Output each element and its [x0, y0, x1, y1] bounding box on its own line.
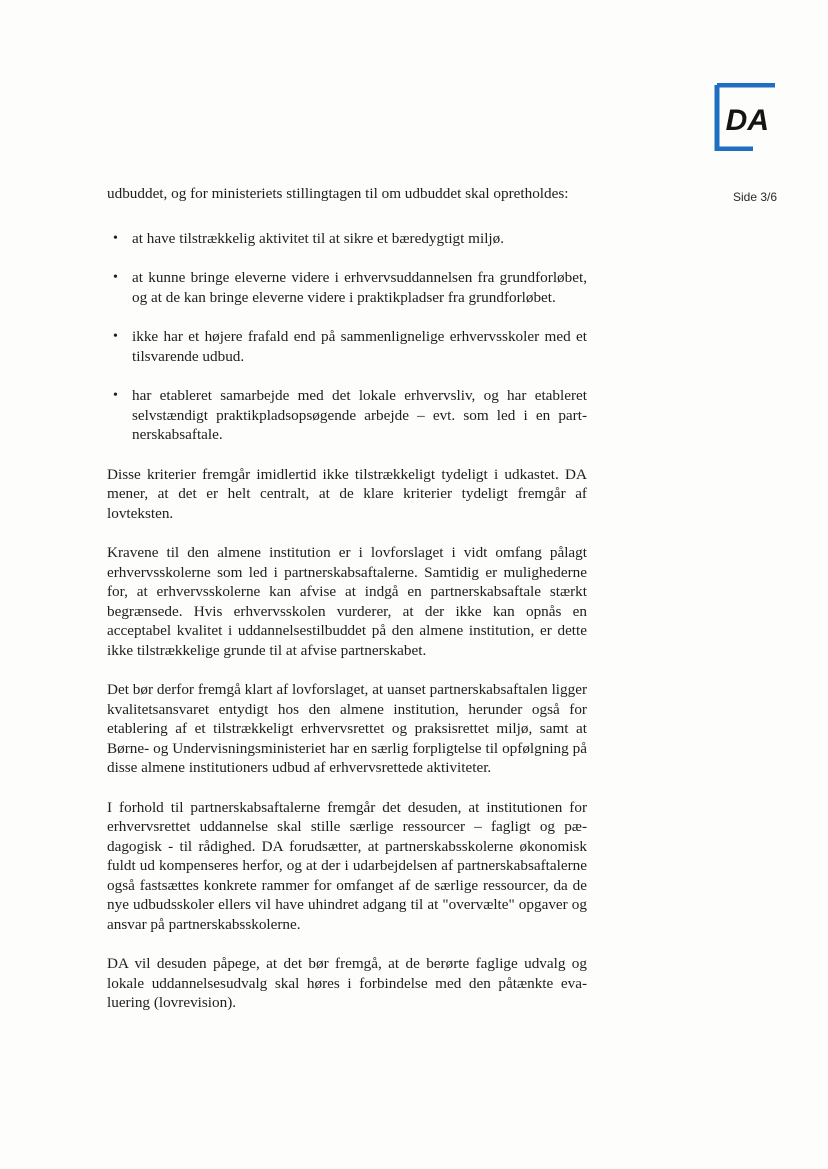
- list-item-text: at have tilstrækkelig aktivitet til at sikre et bæredygtigt miljø.: [132, 229, 505, 247]
- document-body: [107, 184, 587, 1033]
- bullet-icon: •: [113, 270, 118, 285]
- paragraph: I forhold til partnerskabsaftalerne fremgår det desuden, at institutionen for erhvervsrettet uddannelse skal stille særlige ressourcer – fagligt og pædagogisk - til rådighed. DA forudsætter, at partnerskabsskolerne økonomisk fuldt ud kompenseres herfor, og at der i udarbejdelsen af partnerskabsaftalerne også fastsættes konkrete rammer for omfanget af de særlige ressourcer, da de nye udbudsskoler ellers vil have uhindret adgang til at "overvælte" opgaver og ansvar på partnerskabsskolerne.: [107, 798, 587, 933]
- list-item-text: at kunne bringe eleverne videre i erhvervsuddannelsen fra grundforløbet, og at de kan bringe eleverne videre i praktikpladser fra grundforløbet.: [132, 269, 587, 306]
- paragraph: DA vil desuden påpege, at det bør fremgå, at de berørte faglige udvalg og lokale uddannelsesudvalg skal høres i forbindelse med den påtænkte evaluering (lovrevision).: [107, 955, 587, 1011]
- list-item-text: har etableret samarbejde med det lokale erhvervsliv, og har etableret selvstændigt praktikpladsopsøgende arbejde – evt. som led i en partnerskabsaftale.: [132, 387, 587, 443]
- paragraph: Kravene til den almene institution er i lovforslaget i vidt omfang pålagt erhvervsskolerne som led i partnerskabsaftalerne. Samtidig er mulighederne for, at erhvervsskolerne kan afvise at indgå en partnerskabsaftale stærkt begrænsede. Hvis erhvervsskolen vurderer, at der ikke kan opnås en acceptabel kvalitet i uddannelsestilbuddet på den almene institution, er dette ikke tilstrækkelige grunde til at afvise partnerskabet.: [107, 544, 587, 659]
- page-number: Side 3/6: [733, 190, 778, 204]
- bullet-icon: •: [113, 230, 118, 246]
- list-item-text: ikke har et højere frafald end på sammenlignelige erhvervsskoler med et tilsvarende udbud.: [132, 328, 587, 365]
- list-item: [107, 386, 587, 445]
- intro-paragraph: udbuddet, og for ministeriets stillingtagen til om udbuddet skal opretholdes:: [107, 185, 569, 202]
- bullet-icon: •: [113, 329, 118, 344]
- criteria-list: [107, 229, 587, 445]
- bullet-icon: •: [113, 388, 118, 403]
- list-item: [107, 229, 587, 249]
- list-item: [107, 327, 587, 366]
- paragraph: Disse kriterier fremgår imidlertid ikke tilstrækkeligt tydeligt i udkastet. DA mener, at det er helt centralt, at de klare kriterier tydeligt fremgår af lovteksten.: [107, 465, 587, 522]
- paragraph: Det bør derfor fremgå klart af lovforslaget, at uanset partnerskabsaftalen ligger kvalitetsansvaret entydigt hos den almene institution, herunder også for etablering af et tilstrækkeligt erhvervsrettet og praksisrettet miljø, samt at Børne- og Undervisningsministeriet har en særlig forpligtelse til opfølgning på disse almene institutioners udbud af erhvervsrettede aktiviteter.: [107, 681, 587, 776]
- list-item: [107, 268, 587, 307]
- da-logo: [713, 83, 779, 151]
- da-logo-icon: [713, 83, 779, 151]
- logo-text: DA: [725, 104, 769, 137]
